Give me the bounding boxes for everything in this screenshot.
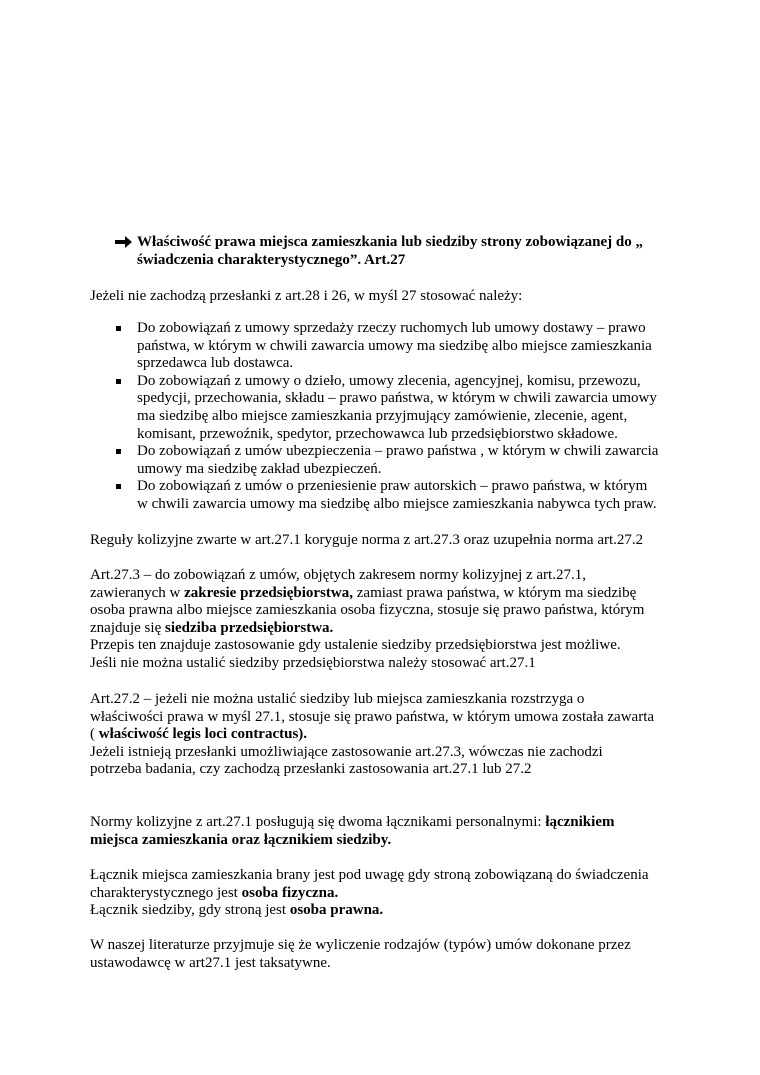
bold-text: siedziba przedsiębiorstwa. [164,619,334,636]
bold-text: łącznikiem [545,814,615,830]
bold-text: właściwość legis loci contractus). [98,726,308,743]
bold-text: osoba fizyczna. [241,884,339,901]
paragraph-literatura: W naszej literaturze przyjmuje się że wyliczenie rodzajów (typów) umów dokonane przez ustawodawcę w art27.1 jest taksatywne. [90,937,631,971]
bold-text: miejsca zamieszkania oraz łącznikiem siedziby. [90,831,392,848]
heading-line-2: świadczenia charakterystycznego”. Art.27 [137,251,406,268]
bold-text: osoba prawna. [289,902,384,919]
section-heading [115,234,675,269]
bullet-square-icon [116,449,121,454]
bold-text: zakresie przedsiębiorstwa, [184,584,353,601]
list-item: Do zobowiązań z umów o przeniesienie praw autorskich – prawo państwa, w którym w chwili zawarcia umowy ma siedzibę albo miejsce zamieszkania nabywca tych praw. [116,478,676,513]
paragraph-art-27-2: Art.27.2 – jeżeli nie można ustalić siedziby lub miejsca zamieszkania rozstrzyga o właściwości prawa w myśl 27.1, stosuje się prawo państwa, w którym umowa została zawarta ( właściwość legis loci contractus). Jeżeli istnieją przesłanki umożliwiające zastosowanie art.27.3, wówczas nie zachodzi potrzeba badania, czy zachodzą przesłanki zastosowania art.27.1 lub 27.2 [90,691,655,778]
bullet-square-icon [116,326,121,331]
list-item: Do zobowiązań z umów ubezpieczenia – prawo państwa , w którym w chwili zawarcia umowy ma siedzibę zakład ubezpieczeń. [116,443,676,478]
list-item: Do zobowiązań z umowy o dzieło, umowy zlecenia, agencyjnej, komisu, przewozu, spedycji, przechowania, składu – prawo państwa, w którym w chwili zawarcia umowy ma siedzibę albo miejsce zamieszkania przyjmujący zamówienie, zlecenie, agent, komisant, przewoźnik, spedytor, przechowawca lub przedsiębiorstwo składowe. [116,373,676,443]
paragraph-lacznik-miejsca: Łącznik miejsca zamieszkania brany jest pod uwagę gdy stroną zobowiązaną do świadczenia charakterystycznego jest osoba fizyczna. Łącznik siedziby, gdy stroną jest osoba prawna. [90,867,649,919]
arrow-right-icon [115,235,133,249]
paragraph-kolizyjne: Reguły kolizyjne zwarte w art.27.1 koryguje norma z art.27.3 oraz uzupełnia norma art.27.2 [90,532,644,548]
intro-paragraph: Jeżeli nie zachodzą przesłanki z art.28 i 26, w myśl 27 stosować należy: [90,288,523,304]
bullet-square-icon [116,484,121,489]
bullet-square-icon [116,379,121,384]
bullet-list [116,320,676,514]
heading-line-1: Właściwość prawa miejsca zamieszkania lub siedziby strony zobowiązanej do „ [137,234,643,250]
paragraph-laczniki: Normy kolizyjne z art.27.1 posługują się dwoma łącznikami personalnymi: łącznikiem miejsca zamieszkania oraz łącznikiem siedziby. [90,814,615,848]
paragraph-art-27-3: Art.27.3 – do zobowiązań z umów, objętych zakresem normy kolizyjnej z art.27.1, zawieranych w zakresie przedsiębiorstwa, zamiast prawa państwa, w którym ma siedzibę osoba prawna albo miejsce zamieszkania osoba fizyczna, stosuje się prawo państwa, którym znajduje się siedziba przedsiębiorstwa. Przepis ten znajduje zastosowanie gdy ustalenie siedziby przedsiębiorstwa jest możliwe. Jeśli nie można ustalić siedziby przedsiębiorstwa należy stosować art.27.1 [90,567,645,671]
list-item: Do zobowiązań z umowy sprzedaży rzeczy ruchomych lub umowy dostawy – prawo państwa, w którym w chwili zawarcia umowy ma siedzibę albo miejsce zamieszkania sprzedawca lub dostawca. [116,320,676,373]
